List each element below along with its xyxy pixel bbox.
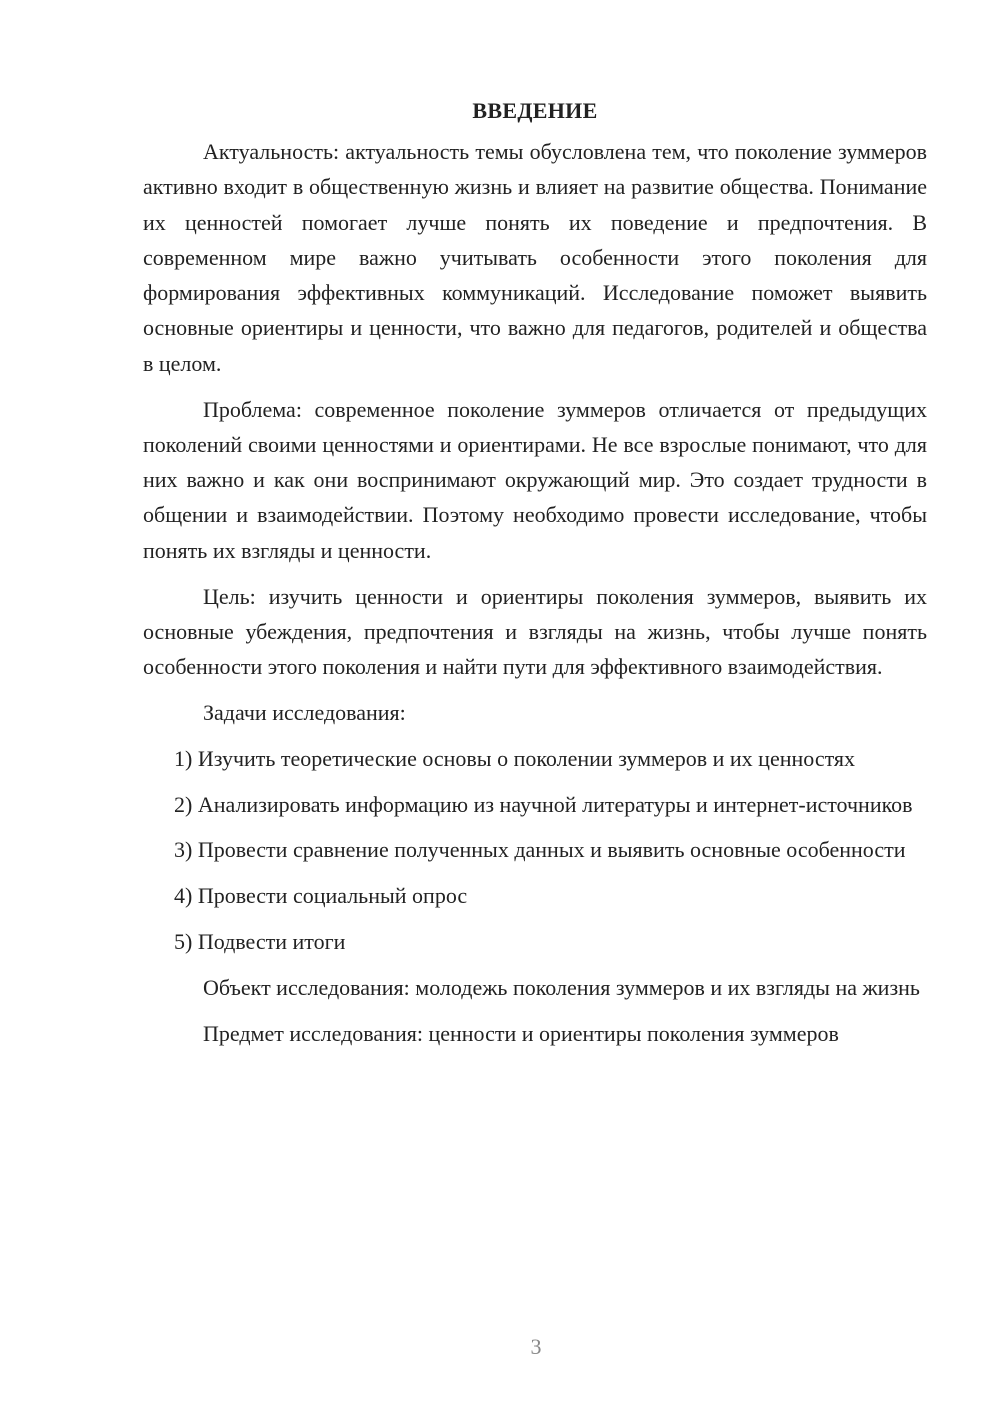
task-item: 1) Изучить теоретические основы о поколении зуммеров и их ценностях	[174, 745, 856, 771]
problem-paragraph: Проблема: современное поколение зуммеров отличается от предыдущих поколений своими ценностями и ориентирами. Не все взрослые понимают, что для них важно и как они воспринимают окружающий мир. Это создает трудности в общении и взаимодействии. Поэтому необходимо провести исследование, чтобы понять их взгляды и ценности.	[143, 396, 927, 563]
research-subject-paragraph: Предмет исследования: ценности и ориентиры поколения зуммеров	[203, 1020, 839, 1046]
research-object-paragraph: Объект исследования: молодежь поколения зуммеров и их взгляды на жизнь	[203, 974, 920, 1000]
tasks-label: Задачи исследования:	[203, 699, 406, 725]
page-number: 3	[530, 1334, 542, 1359]
relevance-paragraph: Актуальность: актуальность темы обусловлена тем, что поколение зуммеров активно входит в общественную жизнь и влияет на развитие общества. Понимание их ценностей помогает лучше понять их поведение и предпочтения. В современном мире важно учитывать особенности этого поколения для формирования эффективных коммуникаций. Исследование поможет выявить основные ориентиры и ценности, что важно для педагогов, родителей и общества в целом.	[143, 139, 927, 376]
page-content	[143, 93, 927, 1061]
task-item: 4) Провести социальный опрос	[174, 883, 468, 909]
task-item: 5) Подвести итоги	[174, 928, 346, 954]
goal-paragraph: Цель: изучить ценности и ориентиры поколения зуммеров, выявить их основные убеждения, предпочтения и взгляды на жизнь, чтобы лучше понять особенности этого поколения и найти пути для эффективного взаимодействия.	[143, 583, 927, 680]
section-heading: ВВЕДЕНИЕ	[472, 98, 598, 123]
task-item: 3) Провести сравнение полученных данных и выявить основные особенности	[174, 837, 906, 863]
task-item: 2) Анализировать информацию из научной литературы и интернет-источников	[174, 791, 913, 817]
